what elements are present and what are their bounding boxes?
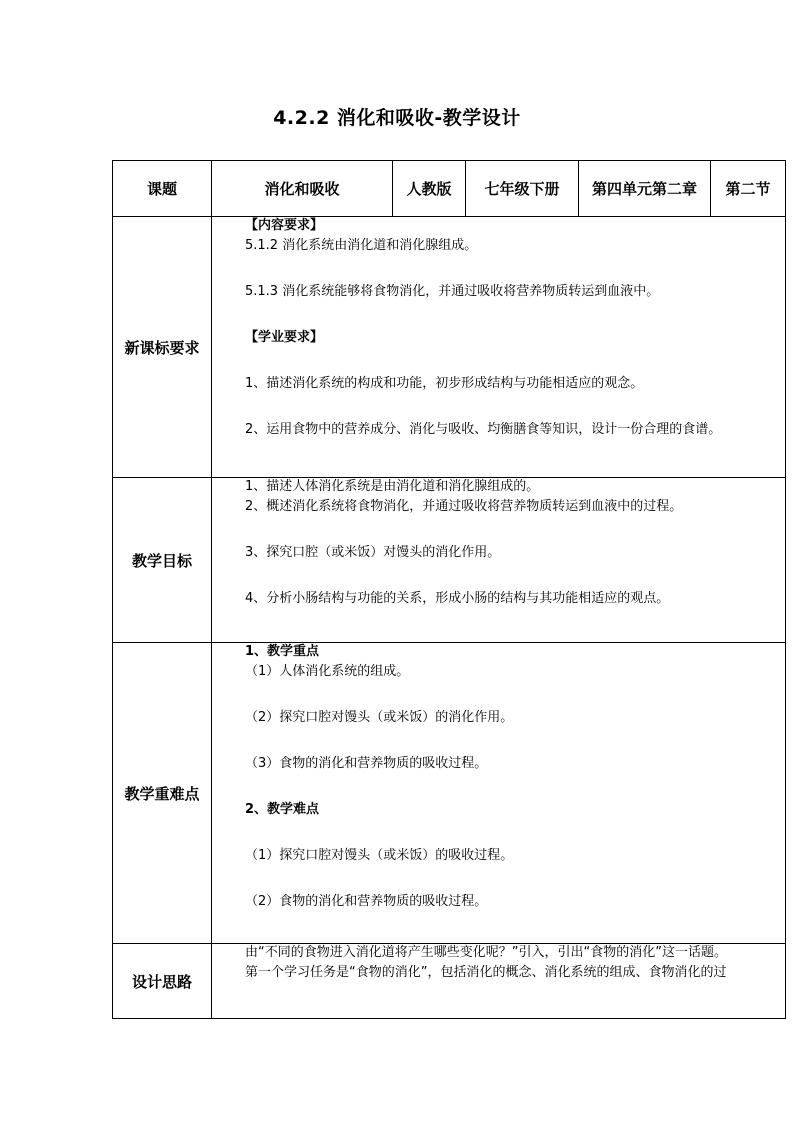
- content-line: 2、运用食物中的营养成分、消化与吸收、均衡膳食等知识，设计一份合理的食谱。: [245, 422, 722, 437]
- section-row-key-points: [113, 643, 786, 944]
- content-line: 1、描述人体消化系统是由消化道和消化腺组成的。: [245, 479, 540, 494]
- content-line: 1、教学重点: [245, 644, 320, 659]
- header-cell-grade: 七年级下册: [466, 161, 579, 217]
- section-content: [212, 643, 786, 944]
- section-row-curriculum: [113, 217, 786, 478]
- content-line: 【学业要求】: [245, 330, 324, 345]
- section-row-objectives: [113, 478, 786, 643]
- header-row: [113, 161, 786, 217]
- content-line: 第一个学习任务是“食物的消化”，包括消化的概念、消化系统的组成、食物消化的过: [245, 965, 727, 980]
- content-line: （2）探究口腔对馒头（或米饭）的消化作用。: [245, 710, 514, 725]
- lesson-plan-table: [112, 160, 786, 1019]
- content-line: 5.1.3 消化系统能够将食物消化，并通过吸收将营养物质转运到血液中。: [245, 284, 660, 299]
- header-cell-topic-label: 课题: [113, 161, 212, 217]
- content-line: 2、概述消化系统将食物消化，并通过吸收将营养物质转运到血液中的过程。: [245, 499, 683, 514]
- header-cell-section: 第二节: [711, 161, 786, 217]
- content-line: 由“不同的食物进入消化道将产生哪些变化呢？”引入，引出“食物的消化”这一话题。: [245, 945, 727, 960]
- content-line: 1、描述消化系统的构成和功能，初步形成结构与功能相适应的观念。: [245, 376, 644, 391]
- content-line: 3、探究口腔（或米饭）对馒头的消化作用。: [245, 545, 501, 560]
- content-line: 5.1.2 消化系统由消化道和消化腺组成。: [245, 238, 478, 253]
- header-cell-unit: 第四单元第二章: [579, 161, 711, 217]
- header-cell-publisher: 人教版: [393, 161, 466, 217]
- section-content: [212, 478, 786, 643]
- section-content: [212, 944, 786, 1019]
- header-cell-topic: 消化和吸收: [212, 161, 393, 217]
- section-row-design: [113, 944, 786, 1019]
- content-line: （1）人体消化系统的组成。: [245, 664, 410, 679]
- section-label: 设计思路: [113, 944, 212, 1019]
- content-line: （2）食物的消化和营养物质的吸收过程。: [245, 894, 488, 909]
- section-content: [212, 217, 786, 478]
- section-label: 新课标要求: [113, 217, 212, 478]
- content-line: （3）食物的消化和营养物质的吸收过程。: [245, 756, 488, 771]
- content-line: 【内容要求】: [245, 218, 324, 233]
- content-line: 2、教学难点: [245, 802, 320, 817]
- document-title: 4.2.2 消化和吸收-教学设计: [273, 107, 521, 129]
- section-label: 教学重难点: [113, 643, 212, 944]
- content-line: （1）探究口腔对馒头（或米饭）的吸收过程。: [245, 848, 514, 863]
- section-label: 教学目标: [113, 478, 212, 643]
- content-line: 4、分析小肠结构与功能的关系，形成小肠的结构与其功能相适应的观点。: [245, 591, 670, 606]
